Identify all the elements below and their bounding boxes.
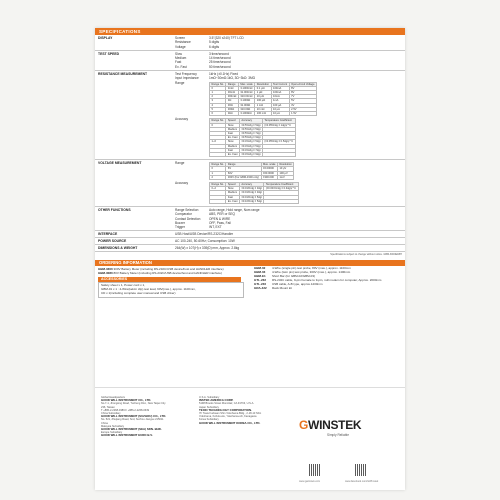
res-acc-cell: ±0.5%rdg ± 7dgt (241, 131, 261, 135)
volt-acc-cell: ±0.01%rdg ± 3dgt (241, 187, 262, 191)
res-acc-cell: Ex. Fast (227, 136, 238, 140)
other-functions-heading: OTHER FUNCTIONS (98, 207, 131, 212)
volt-range-header: Max. scale (263, 163, 276, 167)
resistance-section (95, 71, 405, 160)
display-key: Voltage (175, 44, 186, 49)
volt-acc-cell: Medium (226, 191, 240, 195)
res-range-cell: 2.5V (289, 107, 316, 111)
dimensions-value: 264(W) x 107(H) x 339(D) mm, Approx. 2.8kg (175, 246, 240, 251)
res-acc-cell: ±0.4%rdg ± 5dgt (241, 140, 261, 144)
res-acc-cell: Medium (226, 144, 240, 148)
other-value: Auto range, Hold range, Nom range (209, 207, 260, 212)
resistance-range-table (209, 82, 317, 117)
volt-range-cell: 1mV (277, 175, 293, 179)
res-range-cell: 5 (210, 107, 226, 111)
other-value: OPEN & WIRE (209, 216, 231, 221)
res-acc-cell: Medium (226, 127, 240, 131)
res-range-cell: 0.1 μΩ (255, 86, 271, 90)
voltage-section (95, 160, 405, 207)
footer-col-1 (101, 396, 171, 438)
footer-line: China Subsidiary (101, 412, 121, 416)
other-value: OFF, Pass, Fail (209, 220, 231, 225)
speed-key: Ex. Fast (175, 64, 187, 69)
voltage-accuracy-label: Accuracy (175, 180, 189, 185)
res-range-cell: 100mA (271, 86, 289, 90)
res-range-cell: 100mA (271, 91, 289, 95)
option-item: GBM-02 4-Wire (single pin) test probe, 80V (max.), approx. 1100mm (254, 266, 351, 271)
res-range-row (210, 112, 317, 116)
res-acc-cell: ±0.4%rdg ± 9dgt (241, 152, 261, 156)
res-acc-cell: ±0.5%rdg ± 5dgt (241, 127, 261, 131)
volt-range-cell: ±6.00000 (261, 167, 277, 171)
res-acc-header: Range No. (211, 119, 224, 123)
resistance-accuracy-label: Accuracy (175, 117, 189, 122)
res-range-cell: 3mΩ (226, 86, 238, 90)
res-acc-cell: Ex. Fast (227, 152, 238, 156)
volt-acc-cell: 0~2 (210, 187, 226, 191)
voltage-heading: VOLTAGE MEASUREMENT (98, 161, 142, 166)
res-range-cell: 7V (289, 95, 316, 99)
display-key: Resistance (175, 40, 191, 45)
res-acc-cell: ±0.5%rdg ± 9dgt (241, 136, 261, 140)
display-value: 5 digits (209, 40, 220, 45)
resistance-accuracy-table (209, 118, 296, 157)
res-range-cell: 0 (210, 86, 226, 90)
order-item: GBM-3300 300V Battery Meter (including RS-232C/USB device/host and HANDLER interface) (98, 267, 224, 272)
voltage-body (173, 160, 405, 206)
res-range-cell: 10 mΩ (255, 107, 271, 111)
res-range-cell: 30mΩ (226, 91, 238, 95)
display-heading: DISPLAY (98, 36, 113, 40)
interface-heading: INTERFACE (98, 232, 118, 237)
company-name: GOOD WILL INSTRUMENT (SUZHOU) CO., LTD. (101, 414, 167, 419)
speed-value: 50 time/second (209, 64, 231, 69)
res-range-cell: 1 (210, 91, 226, 95)
res-acc-cell: ±0.5%rdg ± 5dgt (241, 123, 261, 127)
res-range-header: Open-circuit Voltage (291, 82, 315, 86)
res-range-cell: 30Ω (226, 103, 238, 107)
footer-line: Korea Subsidiary (199, 418, 219, 422)
volt-range-cell: 6V (226, 167, 261, 171)
res-acc-cell: (±0.05%rdg ± 0.5dgt)/ °C (264, 140, 294, 144)
other-value: ABS, PER or SEQ (209, 212, 236, 217)
other-key: Contact Detection (175, 216, 201, 221)
res-range-cell: 5V (289, 99, 316, 103)
volt-range-cell: 0 (210, 167, 226, 171)
display-row (175, 45, 403, 49)
res-acc-cell: ±0.4%rdg ± 5dgt (241, 144, 261, 148)
volt-acc-cell: Slow (226, 187, 240, 191)
res-range-cell: 3V (289, 103, 316, 107)
footer-line: No. 521, Zhujiang Road, Snd, Suzhou Jiangsu 215011 China (101, 418, 164, 425)
res-acc-header: Speed (226, 119, 240, 123)
options-list (251, 266, 405, 298)
res-acc-cell: Slow (226, 123, 240, 127)
option-item: GTL-246 USB cable, A-B type, approx.1200mm (254, 282, 323, 287)
datasheet-page (95, 28, 405, 490)
resistance-value: 1mΩ~30mΩ:1kΩ, 3Ω~3kΩ: 3MΩ (209, 76, 256, 81)
res-range-cell: 31.000mΩ (238, 91, 254, 95)
company-name: INSTEK AMERICA CORP. (199, 398, 234, 403)
res-range-cell: 100 mΩ (255, 112, 271, 116)
resistance-row (175, 76, 403, 80)
option-item: GRA-422 Rack Mount kit (254, 285, 292, 290)
res-range-cell: 310.00Ω (238, 107, 254, 111)
res-range-header: Test Current (273, 82, 288, 86)
res-range-header: Range No. (211, 82, 224, 86)
voltage-range-label: Range (175, 161, 185, 166)
res-acc-header: Accuracy (239, 119, 262, 123)
res-range-cell: 3.1000kΩ (238, 112, 254, 116)
speed-value: 14 time/second (209, 56, 231, 61)
voltage-range-table (209, 162, 294, 180)
res-acc-cell: (±0.05%rdg ± 1dgt)/ °C (262, 123, 295, 127)
volt-range-cell: 2 (210, 175, 226, 179)
resistance-key: Test Frequency (175, 72, 197, 77)
res-range-cell: 6 (210, 112, 226, 116)
spec-note: Specifications subject to change without notice. GBM-3000E1BH (330, 253, 402, 257)
volt-acc-cell: ±0.01%rdg ± 3dgt (241, 191, 262, 195)
resistance-key: Input Impedance (175, 76, 199, 81)
res-acc-cell: 0 (210, 123, 226, 127)
ordering-section (95, 266, 405, 298)
other-key: Trigger (175, 225, 185, 230)
res-range-header: Range (226, 82, 238, 86)
resistance-value: 1kHz (±0.1Hz) Fixed (209, 72, 239, 77)
dimensions-section (95, 245, 405, 252)
volt-acc-cell: Fast (226, 195, 240, 199)
qr-code-icon (355, 464, 367, 476)
res-range-cell: 10 μA (271, 107, 289, 111)
specifications-title: SPECIFICATIONS (95, 28, 405, 35)
res-acc-header: Temperature Coefficient (262, 119, 295, 123)
res-acc-cell: Fast (226, 148, 240, 152)
speed-value: 3 time/second (209, 51, 229, 56)
volt-range-header: Resolution (279, 163, 292, 167)
volt-range-header: Range (226, 163, 261, 167)
res-range-cell: 100 μΩ (255, 99, 271, 103)
volt-range-header: Range No. (211, 163, 224, 167)
footer-line: U.S.A. Subsidiary (199, 396, 220, 399)
speed-key: Medium (175, 56, 187, 61)
res-range-cell: 8V (289, 91, 316, 95)
volt-range-cell: ±300.000 (261, 175, 277, 179)
volt-acc-header: Accuracy (239, 182, 263, 186)
res-acc-cell: 1~6 (210, 140, 226, 144)
volt-acc-cell: Ex. Fast (227, 199, 238, 203)
speed-value: 25 time/second (209, 60, 231, 65)
footer-line: Malaysia Subsidiary (101, 424, 125, 428)
other-key: Range Selection (175, 207, 199, 212)
res-range-cell: 1mA (271, 99, 289, 103)
res-range-cell: 310.00mΩ (238, 95, 254, 99)
display-value: 3.5"(320 x240) TFT LCD (209, 36, 244, 40)
other-row (175, 225, 403, 229)
accessories-box (98, 282, 244, 297)
res-range-cell: 3kΩ (226, 112, 238, 116)
order-item: GBM-3080 80V Battery Meter (including RS-232C/USB device/host and HANDLER interface) (98, 271, 222, 276)
accessory-line: CD x 1(including complete user manual and USB driver) (101, 291, 176, 296)
other-value: INT, EXT (209, 225, 222, 230)
display-value: 6 digits (209, 44, 220, 49)
res-range-header: Resolution (256, 82, 270, 86)
resistance-heading: RESISTANCE MEASUREMENT (98, 72, 148, 77)
volt-range-cell: 1 (210, 171, 226, 175)
footer-line: No.7-1, Jhongsing Road, Tucheng Dist., New Taipei City 236, Taiwan (101, 402, 166, 409)
footer-line: Global Headquarters (101, 396, 125, 399)
res-range-cell: 3Ω (226, 99, 238, 103)
resistance-range-label: Range (175, 80, 185, 85)
test-speed-heading: TEST SPEED (98, 51, 120, 56)
company-name: GOOD WILL INSTRUMENT CO., LTD. (101, 398, 152, 403)
option-item: GTL-232 RS-232C cable, 9-pin Female to 9-pin, null modem for computer, Approx. 2000mm (254, 278, 382, 283)
display-section (95, 35, 405, 51)
footer-line: 7F Towa Fudosan Shin Yokohama Bldg., 2-18-13 Shin Yokohama, Kohoku-ku, Yokohama-shi, Kanagawa (199, 412, 262, 419)
res-range-cell: 10 μA (271, 112, 289, 116)
power-value: AC 100-240, 50-60Hz; Consumption: 10W (175, 239, 235, 244)
resistance-body (173, 71, 405, 159)
footer-line: 5198 Brooks Street Montclair, CA 91763, U.S.A. (199, 402, 255, 406)
tagline: Simply Reliable (327, 433, 349, 437)
volt-acc-cell: ±0.01%rdg ± 5dgt (241, 195, 262, 199)
res-range-cell: 1 mΩ (255, 103, 271, 107)
res-range-cell: 8V (289, 86, 316, 90)
ordering-title: ORDERING INFORMATION (95, 260, 405, 266)
company-name: GOOD WILL INSTRUMENT (SEA) SDN. BHD. (101, 427, 162, 432)
other-key: Buzzer (175, 220, 185, 225)
res-range-cell: 31.000Ω (238, 103, 254, 107)
res-range-cell: 300mΩ (227, 95, 237, 99)
res-range-cell: 3.1000Ω (238, 99, 254, 103)
website-link[interactable]: www.gwinstek.com (299, 480, 321, 483)
res-range-cell: 3.1000mΩ (238, 86, 254, 90)
company-name: GOOD WILL INSTRUMENT KOREA CO., LTD. (199, 420, 261, 425)
res-acc-cell: ±0.4%rdg ± 7dgt (241, 148, 261, 152)
voltage-accuracy-table (209, 182, 299, 204)
volt-range-row (210, 175, 294, 179)
option-item: GBM-03 4-Wire (twin pin) test probe, 300V (max.), approx. 1400mm (254, 270, 351, 275)
display-body (173, 35, 405, 50)
power-heading: POWER SOURCE (98, 239, 127, 244)
interface-value: USB Host/USB Device/RS-232C/Handler (175, 232, 234, 237)
other-functions-body (173, 207, 405, 230)
footer-line: Japan Subsidiary (199, 405, 219, 409)
volt-acc-header: Temperature Coefficient (264, 182, 298, 186)
res-range-cell: 10mA (271, 95, 289, 99)
ordering-left (95, 266, 251, 298)
other-functions-section (95, 207, 405, 231)
footer-col-2 (199, 396, 269, 425)
volt-acc-cell: (±0.001%rdg ± 0.3dgt)/ °C (265, 187, 296, 191)
accessory-line: GBM-01 x 1 : 4-Wire(kelvin clip) test lead, 90V(max.), approx. 1100mm, (101, 287, 196, 292)
company-name: TEXIO TECHNOLOGY CORPORATION. (199, 407, 252, 412)
company-name: GOOD WILL INSTRUMENT EURO B.V. (101, 433, 153, 438)
res-range-cell: 2 (210, 95, 226, 99)
volt-range-cell: 100 μV (277, 171, 293, 175)
res-acc-cell (262, 152, 295, 156)
interface-section (95, 231, 405, 238)
volt-acc-cell: ±0.10%rdg ± 5dgt (241, 199, 262, 203)
footer-line: Europe Subsidiary (101, 431, 123, 435)
volt-range-cell: 60V (226, 171, 261, 175)
res-acc-cell: Slow (226, 140, 240, 144)
option-item: GBM-E1 Short Bar (for GBM-02/GBM-03) (254, 274, 316, 279)
speed-key: Fast (175, 60, 182, 65)
dimensions-heading: DIMENSIONS & WEIGHT (98, 246, 138, 251)
speed-key: Slow (175, 51, 182, 56)
accessory-line: Safety sheet x 1, Power cord x 1, (101, 283, 146, 288)
res-acc-cell: Fast (226, 131, 240, 135)
volt-acc-cell (264, 199, 298, 203)
res-range-cell: 1 μΩ (255, 91, 271, 95)
other-key: Comparator (175, 212, 192, 217)
footer-line: T +886-2-2268-0389 F +886-2-2268-0639 (101, 408, 150, 412)
res-range-cell: 10 μΩ (255, 95, 271, 99)
speed-row (175, 65, 403, 69)
volt-range-cell: ±60.0000 (261, 171, 277, 175)
res-range-header: Max. scale (240, 82, 253, 86)
res-range-cell: 3 (210, 99, 226, 103)
res-acc-cell (210, 152, 226, 156)
res-range-cell: 1.5V (289, 112, 316, 116)
volt-range-cell: 300V (For GBM-3300 only) (227, 175, 260, 179)
gw-instek-logo: GWINSTEK (299, 418, 362, 432)
res-range-cell: 100 μA (271, 103, 289, 107)
display-key: Screen (175, 36, 186, 40)
volt-acc-cell (210, 199, 226, 203)
res-acc-row (210, 152, 296, 156)
volt-acc-header: Speed (226, 182, 240, 186)
facebook-link[interactable]: www.facebook.com/GWInstek (345, 480, 379, 483)
volt-acc-header: Range No. (211, 182, 224, 186)
accessories-title: ACCESSORIES (98, 277, 241, 282)
volt-acc-row (210, 199, 299, 203)
volt-range-cell: 10 μV (277, 167, 293, 171)
res-range-cell: 300Ω (226, 107, 238, 111)
footer (95, 387, 405, 490)
qr-code-icon (309, 464, 321, 476)
power-section (95, 238, 405, 245)
test-speed-body (173, 51, 405, 70)
res-range-cell: 4 (210, 103, 226, 107)
test-speed-section (95, 51, 405, 71)
